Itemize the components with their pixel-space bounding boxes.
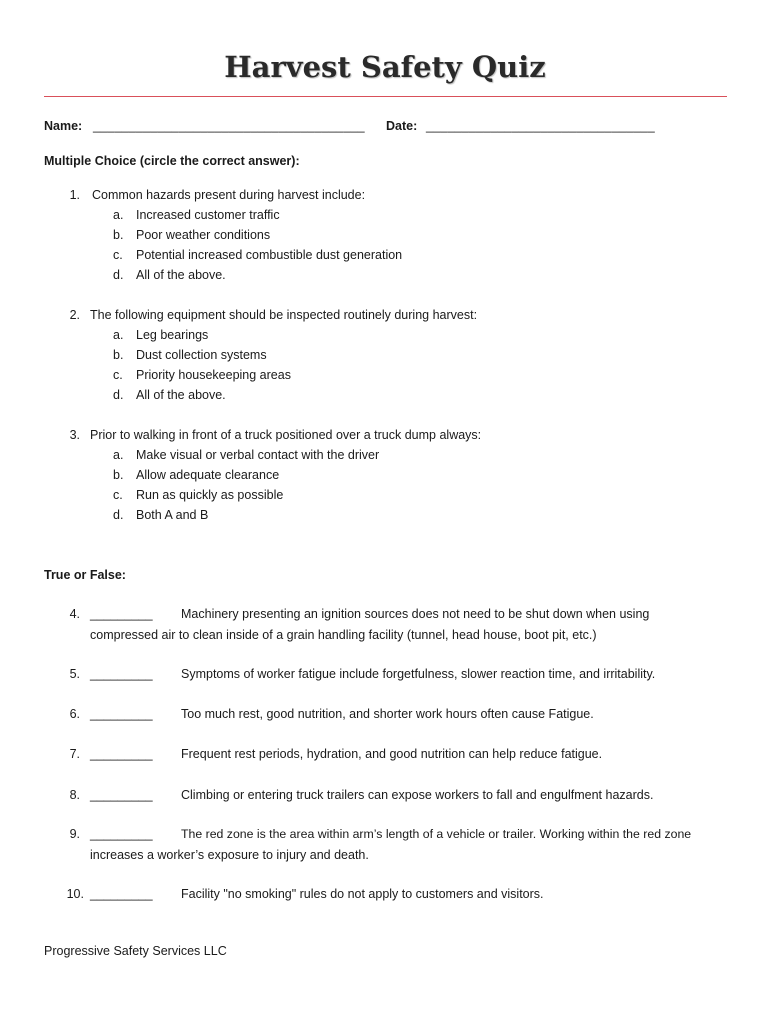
question-number: 10. xyxy=(66,887,84,901)
question-text: The following equipment should be inspected routinely during harvest: xyxy=(90,308,478,322)
question-number: 3. xyxy=(69,428,80,442)
question-text-continued: increases a worker’s exposure to injury and death. xyxy=(90,848,369,862)
option-text[interactable]: Potential increased combustible dust generation xyxy=(136,248,403,262)
question-text: Common hazards present during harvest include: xyxy=(92,188,366,202)
option-text[interactable]: Priority housekeeping areas xyxy=(136,368,291,382)
answer-blank[interactable]: _________ xyxy=(90,827,153,841)
option-text[interactable]: Allow adequate clearance xyxy=(136,468,280,482)
option-text[interactable]: Run as quickly as possible xyxy=(136,488,284,502)
option-letter[interactable]: c. xyxy=(113,248,123,262)
answer-blank[interactable]: _________ xyxy=(90,667,153,681)
answer-blank[interactable]: _________ xyxy=(90,707,153,721)
question-number: 5. xyxy=(69,667,80,681)
question-text: The red zone is the area within arm’s length of a vehicle or trailer. Working within the red zone xyxy=(181,827,692,841)
option-letter[interactable]: c. xyxy=(113,368,123,382)
option-text[interactable]: All of the above. xyxy=(136,388,226,402)
option-letter[interactable]: b. xyxy=(113,228,124,242)
question-text: Symptoms of worker fatigue include forgetfulness, slower reaction time, and irritability. xyxy=(181,667,656,681)
option-letter[interactable]: c. xyxy=(113,488,123,502)
question-number: 4. xyxy=(69,607,80,621)
page-title: Harvest Safety Quiz xyxy=(224,50,546,84)
option-letter[interactable]: d. xyxy=(113,268,124,282)
question-number: 2. xyxy=(69,308,80,322)
question-text: Facility "no smoking" rules do not apply to customers and visitors. xyxy=(181,887,544,901)
option-text[interactable]: Poor weather conditions xyxy=(136,228,271,242)
option-text[interactable]: Dust collection systems xyxy=(136,348,267,362)
question-number: 1. xyxy=(69,188,80,202)
option-letter[interactable]: a. xyxy=(113,448,124,462)
name-label: Name: xyxy=(44,119,83,133)
question-text: Climbing or entering truck trailers can expose workers to fall and engulfment hazards. xyxy=(181,788,654,802)
question-number: 8. xyxy=(69,788,80,802)
date-blank[interactable]: ________________________________ xyxy=(426,119,655,133)
option-text[interactable]: Leg bearings xyxy=(136,328,209,342)
option-letter[interactable]: d. xyxy=(113,388,124,402)
question-number: 7. xyxy=(69,747,80,761)
answer-blank[interactable]: _________ xyxy=(90,607,153,621)
option-letter[interactable]: a. xyxy=(113,328,124,342)
question-text: Machinery presenting an ignition sources does not need to be shut down when using xyxy=(181,607,650,621)
option-letter[interactable]: b. xyxy=(113,348,124,362)
answer-blank[interactable]: _________ xyxy=(90,788,153,802)
option-letter[interactable]: b. xyxy=(113,468,124,482)
multiple-choice-heading: Multiple Choice (circle the correct answer): xyxy=(44,154,300,168)
footer-company: Progressive Safety Services LLC xyxy=(44,944,227,958)
question-text: Too much rest, good nutrition, and shorter work hours often cause Fatigue. xyxy=(181,707,594,721)
answer-blank[interactable]: _________ xyxy=(90,747,153,761)
true-false-heading: True or False: xyxy=(44,568,126,582)
title-divider xyxy=(44,96,727,97)
option-text[interactable]: Increased customer traffic xyxy=(136,208,280,222)
question-number: 9. xyxy=(69,827,80,841)
question-text: Frequent rest periods, hydration, and good nutrition can help reduce fatigue. xyxy=(181,747,603,761)
option-text[interactable]: All of the above. xyxy=(136,268,226,282)
date-label: Date: xyxy=(386,119,418,133)
option-text[interactable]: Both A and B xyxy=(136,508,209,522)
question-text-continued: compressed air to clean inside of a grain handling facility (tunnel, head house, boot pit, etc.) xyxy=(90,628,597,642)
option-letter[interactable]: a. xyxy=(113,208,124,222)
question-text: Prior to walking in front of a truck positioned over a truck dump always: xyxy=(90,428,482,442)
name-blank[interactable]: ______________________________________ xyxy=(93,119,365,133)
option-text[interactable]: Make visual or verbal contact with the driver xyxy=(136,448,380,462)
option-letter[interactable]: d. xyxy=(113,508,124,522)
answer-blank[interactable]: _________ xyxy=(90,887,153,901)
question-number: 6. xyxy=(69,707,80,721)
